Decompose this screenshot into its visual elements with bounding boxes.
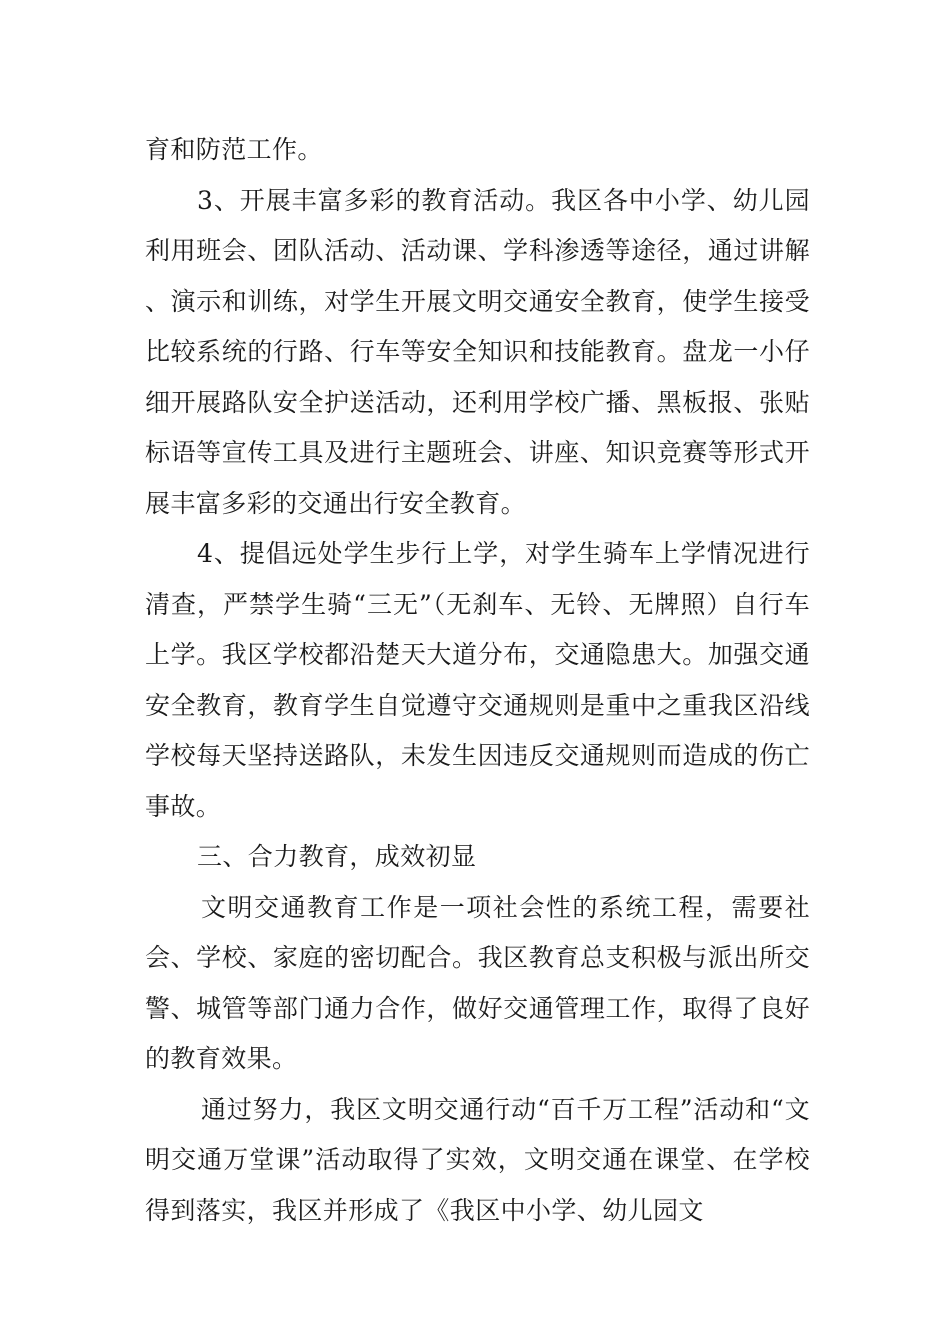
body-text [145, 125, 810, 1236]
paragraph-cooperation: 文明交通教育工作是一项社会性的系统工程，需要社会、学校、家庭的密切配合。我区教育总支积极与派出所交警、城管等部门通力合作，做好交通管理工作，取得了良好的教育效果。 [145, 892, 810, 1073]
paragraph-item-4: 4、提倡远处学生步行上学，对学生骑车上学情况进行清查，严禁学生骑“三无”（无刹车、无铃、无牌照）自行车上学。我区学校都沿楚天大道分布，交通隐患大。加强交通安全教育，教育学生自觉遵守交通规则是重中之重我区沿线学校每天坚持送路队，未发生因违反交通规则而造成的伤亡事故。 [145, 539, 810, 821]
paragraph-continuation: 育和防范工作。 [145, 135, 323, 164]
section-heading-3: 三、合力教育，成效初显 [197, 842, 477, 871]
paragraph-item-3: 3、开展丰富多彩的教育活动。我区各中小学、幼儿园利用班会、团队活动、活动课、学科渗透等途径，通过讲解、演示和训练，对学生开展文明交通安全教育，使学生接受比较系统的行路、行车等安全知识和技能教育。盘龙一小仔细开展路队安全护送活动，还利用学校广播、黑板报、张贴标语等宣传工具及进行主题班会、讲座、知识竞赛等形式开展丰富多彩的交通出行安全教育。 [145, 185, 810, 518]
paragraph-results: 通过努力，我区文明交通行动“百千万工程”活动和“文明交通万堂课”活动取得了实效，文明交通在课堂、在学校得到落实，我区并形成了《我区中小学、幼儿园文 [145, 1094, 810, 1225]
